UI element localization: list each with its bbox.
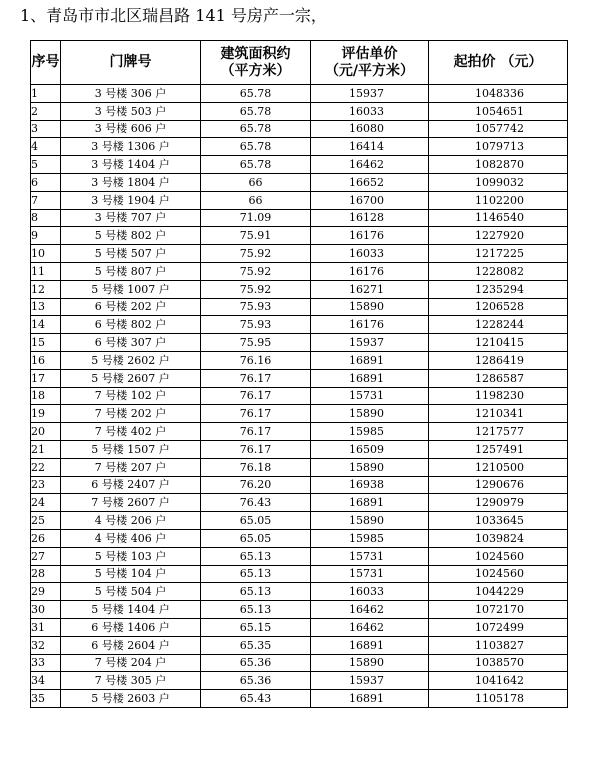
area-cell: 65.78 [201,85,311,103]
row-number-cell: 32 [31,636,61,654]
header-price [311,41,429,85]
door-number-cell: 7 号楼 207 户 [61,458,201,476]
unit-price-cell-value: 16128 [349,211,384,225]
starting-price-cell [429,316,568,334]
table-row [31,529,568,547]
starting-price-cell-value: 1024560 [475,567,524,581]
unit-price-cell [311,351,429,369]
table-row [31,618,568,636]
header-door: 门牌号 [61,41,201,85]
starting-price-cell [429,209,568,227]
row-number-cell: 28 [31,565,61,583]
area-cell: 65.13 [201,583,311,601]
unit-price-cell [311,440,429,458]
row-number-cell: 26 [31,529,61,547]
starting-price-cell-value: 1039824 [475,531,524,545]
area-cell: 75.95 [201,334,311,352]
starting-price-cell-value: 1082870 [475,158,524,172]
unit-price-cell [311,138,429,156]
row-number-cell: 7 [31,191,61,209]
table-row [31,369,568,387]
unit-price-cell-value: 16033 [349,585,384,599]
area-cell: 76.17 [201,423,311,441]
row-number-cell: 25 [31,512,61,530]
starting-price-cell [429,529,568,547]
starting-price-cell-value: 1072499 [475,620,524,634]
area-cell: 65.13 [201,565,311,583]
starting-price-cell [429,494,568,512]
starting-price-cell [429,405,568,423]
unit-price-cell-value: 15937 [349,336,384,350]
row-number-cell: 31 [31,618,61,636]
unit-price-cell [311,369,429,387]
table-row [31,245,568,263]
starting-price-cell-value: 1228082 [475,264,524,278]
unit-price-cell-value: 16509 [349,442,384,456]
area-cell: 75.92 [201,245,311,263]
unit-price-cell-value: 16462 [349,603,384,616]
table-row [31,262,568,280]
door-number-cell: 3 号楼 1306 户 [61,138,201,156]
table-row [31,636,568,654]
door-number-cell: 4 号楼 406 户 [61,529,201,547]
unit-price-cell [311,672,429,690]
starting-price-cell-value: 1079713 [475,140,524,154]
table-row [31,120,568,138]
starting-price-cell-value: 1044229 [475,585,524,599]
table-row [31,227,568,245]
unit-price-cell [311,618,429,636]
row-number-cell: 6 [31,173,61,191]
row-number-cell: 17 [31,369,61,387]
unit-price-cell [311,173,429,191]
starting-price-cell-value: 1048336 [475,86,524,100]
starting-price-cell [429,583,568,601]
starting-price-cell [429,440,568,458]
row-number-cell: 21 [31,440,61,458]
door-number-cell: 5 号楼 807 户 [61,262,201,280]
table-row [31,85,568,103]
starting-price-cell-value: 1210500 [475,460,524,474]
table-row [31,512,568,530]
unit-price-cell [311,423,429,441]
table-row [31,387,568,405]
unit-price-cell [311,85,429,103]
header-area [201,41,311,85]
unit-price-cell-value: 16176 [349,318,384,332]
table-row [31,351,568,369]
header-no: 序号 [31,41,61,85]
starting-price-cell [429,565,568,583]
table-row [31,476,568,494]
area-cell: 65.13 [201,601,311,619]
door-number-cell: 5 号楼 507 户 [61,245,201,263]
unit-price-cell [311,690,429,708]
door-number-cell: 7 号楼 102 户 [61,387,201,405]
starting-price-cell-value: 1227920 [475,229,524,243]
property-table [30,40,568,708]
table-row [31,280,568,298]
starting-price-cell [429,476,568,494]
starting-price-cell [429,351,568,369]
row-number-cell: 11 [31,262,61,280]
row-number-cell: 29 [31,583,61,601]
door-number-cell: 4 号楼 206 户 [61,512,201,530]
unit-price-cell-value: 16462 [349,620,384,634]
starting-price-cell-value: 1217225 [475,247,524,261]
door-number-cell: 5 号楼 2602 户 [61,351,201,369]
door-number-cell: 5 号楼 104 户 [61,565,201,583]
starting-price-cell [429,245,568,263]
area-cell: 75.91 [201,227,311,245]
door-number-cell: 5 号楼 504 户 [61,583,201,601]
door-number-cell: 5 号楼 2607 户 [61,369,201,387]
door-number-cell: 7 号楼 202 户 [61,405,201,423]
area-cell: 65.36 [201,672,311,690]
unit-price-cell-value: 16700 [349,193,384,207]
starting-price-cell [429,280,568,298]
table-row [31,156,568,174]
starting-price-cell [429,690,568,708]
starting-price-cell-value: 1290979 [475,496,524,510]
door-number-cell: 3 号楼 606 户 [61,120,201,138]
unit-price-cell [311,387,429,405]
header-start-price: 起拍价 （元） [429,41,568,85]
unit-price-cell [311,476,429,494]
table-row [31,138,568,156]
table-row [31,316,568,334]
starting-price-cell [429,512,568,530]
unit-price-cell-value: 15890 [349,300,384,314]
table-row [31,565,568,583]
starting-price-cell-value: 1105178 [475,691,524,705]
row-number-cell: 1 [31,85,61,103]
unit-price-cell [311,405,429,423]
unit-price-cell-value: 16462 [349,158,384,172]
door-number-cell: 5 号楼 1507 户 [61,440,201,458]
starting-price-cell-value: 1286587 [475,371,524,385]
unit-price-cell [311,280,429,298]
area-cell: 76.17 [201,405,311,423]
table-row [31,690,568,708]
row-number-cell: 35 [31,690,61,708]
unit-price-cell [311,102,429,120]
row-number-cell: 14 [31,316,61,334]
starting-price-cell [429,601,568,619]
area-cell: 76.17 [201,440,311,458]
table-row [31,654,568,672]
unit-price-cell [311,262,429,280]
door-number-cell: 6 号楼 2604 户 [61,636,201,654]
unit-price-cell-value: 15890 [349,460,384,474]
table-row [31,672,568,690]
unit-price-cell-value: 16891 [349,371,384,385]
table-row [31,423,568,441]
unit-price-cell-value: 15985 [349,425,384,439]
row-number-cell: 24 [31,494,61,512]
unit-price-cell [311,494,429,512]
starting-price-cell [429,654,568,672]
area-cell: 65.05 [201,529,311,547]
starting-price-cell [429,387,568,405]
area-cell: 65.78 [201,138,311,156]
table-row [31,102,568,120]
unit-price-cell [311,334,429,352]
area-cell: 75.93 [201,298,311,316]
row-number-cell: 18 [31,387,61,405]
door-number-cell: 6 号楼 1406 户 [61,618,201,636]
area-cell: 65.78 [201,102,311,120]
area-cell: 75.92 [201,262,311,280]
starting-price-cell [429,120,568,138]
table-row [31,334,568,352]
row-number-cell: 3 [31,120,61,138]
starting-price-cell-value: 1057742 [475,122,524,136]
starting-price-cell [429,227,568,245]
starting-price-cell-value: 1054651 [475,104,524,118]
area-cell: 66 [201,191,311,209]
starting-price-cell-value: 1146540 [475,211,524,225]
area-cell: 75.92 [201,280,311,298]
door-number-cell: 6 号楼 202 户 [61,298,201,316]
unit-price-cell [311,209,429,227]
starting-price-cell [429,423,568,441]
starting-price-cell [429,458,568,476]
unit-price-cell [311,636,429,654]
unit-price-cell [311,120,429,138]
unit-price-cell-value: 16414 [349,140,384,154]
area-cell: 65.13 [201,547,311,565]
door-number-cell: 7 号楼 2607 户 [61,494,201,512]
unit-price-cell-value: 16891 [349,496,384,510]
unit-price-cell-value: 16080 [349,122,384,136]
starting-price-cell-value: 1228244 [475,318,524,332]
starting-price-cell-value: 1206528 [475,300,524,314]
unit-price-cell-value: 15731 [349,389,384,403]
starting-price-cell [429,636,568,654]
unit-price-cell [311,565,429,583]
header-price-line1: 评估单价 [341,45,398,62]
unit-price-cell [311,298,429,316]
starting-price-cell-value: 1290676 [475,478,524,492]
door-number-cell: 3 号楼 503 户 [61,102,201,120]
door-number-cell: 7 号楼 402 户 [61,423,201,441]
row-number-cell: 22 [31,458,61,476]
starting-price-cell [429,369,568,387]
row-number-cell: 9 [31,227,61,245]
table-row [31,173,568,191]
row-number-cell: 34 [31,672,61,690]
unit-price-cell-value: 15937 [349,86,384,100]
row-number-cell: 16 [31,351,61,369]
unit-price-cell-value: 15731 [349,567,384,581]
starting-price-cell-value: 1286419 [475,353,524,367]
unit-price-cell-value: 15890 [349,514,384,528]
starting-price-cell [429,262,568,280]
table-row [31,209,568,227]
area-cell: 66 [201,173,311,191]
row-number-cell: 23 [31,476,61,494]
table-row [31,583,568,601]
row-number-cell: 27 [31,547,61,565]
row-number-cell: 20 [31,423,61,441]
unit-price-cell [311,458,429,476]
area-cell: 76.17 [201,387,311,405]
row-number-cell: 10 [31,245,61,263]
starting-price-cell [429,334,568,352]
starting-price-cell [429,672,568,690]
table-row [31,191,568,209]
unit-price-cell [311,654,429,672]
area-cell: 76.17 [201,369,311,387]
table-row [31,494,568,512]
unit-price-cell [311,512,429,530]
unit-price-cell-value: 16033 [349,104,384,118]
starting-price-cell [429,85,568,103]
starting-price-cell [429,618,568,636]
starting-price-cell [429,156,568,174]
table-row [31,440,568,458]
starting-price-cell-value: 1099032 [475,175,524,189]
door-number-cell: 3 号楼 1404 户 [61,156,201,174]
starting-price-cell-value: 1038570 [475,656,524,670]
door-number-cell: 5 号楼 1404 户 [61,601,201,619]
starting-price-cell-value: 1235294 [475,282,524,296]
unit-price-cell-value: 15731 [349,549,384,563]
table-body [31,85,568,708]
unit-price-cell-value: 16176 [349,264,384,278]
area-cell: 65.78 [201,156,311,174]
area-cell: 65.78 [201,120,311,138]
starting-price-cell-value: 1072170 [475,603,524,616]
unit-price-cell-value: 16652 [349,175,384,189]
unit-price-cell-value: 16891 [349,691,384,705]
unit-price-cell [311,156,429,174]
row-number-cell: 8 [31,209,61,227]
starting-price-cell [429,173,568,191]
starting-price-cell [429,298,568,316]
row-number-cell: 12 [31,280,61,298]
door-number-cell: 3 号楼 306 户 [61,85,201,103]
table-row [31,298,568,316]
door-number-cell: 7 号楼 204 户 [61,654,201,672]
door-number-cell: 6 号楼 2407 户 [61,476,201,494]
starting-price-cell-value: 1041642 [475,674,524,688]
row-number-cell: 15 [31,334,61,352]
starting-price-cell-value: 1033645 [475,514,524,528]
row-number-cell: 19 [31,405,61,423]
door-number-cell: 5 号楼 103 户 [61,547,201,565]
table-row [31,547,568,565]
unit-price-cell-value: 15890 [349,656,384,670]
row-number-cell: 5 [31,156,61,174]
unit-price-cell [311,529,429,547]
table-row [31,458,568,476]
starting-price-cell-value: 1257491 [475,442,524,456]
unit-price-cell-value: 15890 [349,407,384,421]
row-number-cell: 13 [31,298,61,316]
area-cell: 71.09 [201,209,311,227]
starting-price-cell-value: 1102200 [475,193,524,207]
unit-price-cell-value: 16891 [349,353,384,367]
area-cell: 65.05 [201,512,311,530]
door-number-cell: 6 号楼 802 户 [61,316,201,334]
unit-price-cell-value: 15937 [349,674,384,688]
area-cell: 65.35 [201,636,311,654]
unit-price-cell-value: 16033 [349,247,384,261]
header-area-line1: 建筑面积约 [220,45,291,62]
unit-price-cell-value: 16176 [349,229,384,243]
door-number-cell: 5 号楼 2603 户 [61,690,201,708]
starting-price-cell-value: 1103827 [475,638,524,652]
area-cell: 75.93 [201,316,311,334]
starting-price-cell [429,191,568,209]
area-cell: 65.15 [201,618,311,636]
door-number-cell: 3 号楼 707 户 [61,209,201,227]
door-number-cell: 6 号楼 307 户 [61,334,201,352]
row-number-cell: 4 [31,138,61,156]
unit-price-cell-value: 16938 [349,478,384,492]
unit-price-cell [311,601,429,619]
door-number-cell: 3 号楼 1804 户 [61,173,201,191]
area-cell: 76.43 [201,494,311,512]
header-price-line2: （元/平方米） [324,62,415,79]
area-cell: 65.36 [201,654,311,672]
door-number-cell: 3 号楼 1904 户 [61,191,201,209]
starting-price-cell-value: 1024560 [475,549,524,563]
starting-price-cell-value: 1210341 [475,407,524,421]
unit-price-cell-value: 15985 [349,531,384,545]
door-number-cell: 7 号楼 305 户 [61,672,201,690]
row-number-cell: 2 [31,102,61,120]
unit-price-cell [311,583,429,601]
unit-price-cell [311,316,429,334]
area-cell: 76.18 [201,458,311,476]
starting-price-cell-value: 1210415 [475,336,524,350]
row-number-cell: 30 [31,601,61,619]
header-area-line2: （平方米） [220,62,291,79]
unit-price-cell [311,191,429,209]
table-row [31,601,568,619]
door-number-cell: 5 号楼 802 户 [61,227,201,245]
unit-price-cell-value: 16891 [349,638,384,652]
starting-price-cell [429,102,568,120]
door-number-cell: 5 号楼 1007 户 [61,280,201,298]
unit-price-cell [311,245,429,263]
starting-price-cell-value: 1217577 [475,425,524,439]
unit-price-cell [311,227,429,245]
table-header-row [31,41,568,85]
unit-price-cell [311,547,429,565]
starting-price-cell-value: 1198230 [475,389,524,403]
starting-price-cell [429,138,568,156]
starting-price-cell [429,547,568,565]
area-cell: 65.43 [201,690,311,708]
table-row [31,405,568,423]
row-number-cell: 33 [31,654,61,672]
document-title: 1、青岛市市北区瑞昌路 141 号房产一宗， [20,6,327,25]
area-cell: 76.16 [201,351,311,369]
unit-price-cell-value: 16271 [349,282,384,296]
area-cell: 76.20 [201,476,311,494]
